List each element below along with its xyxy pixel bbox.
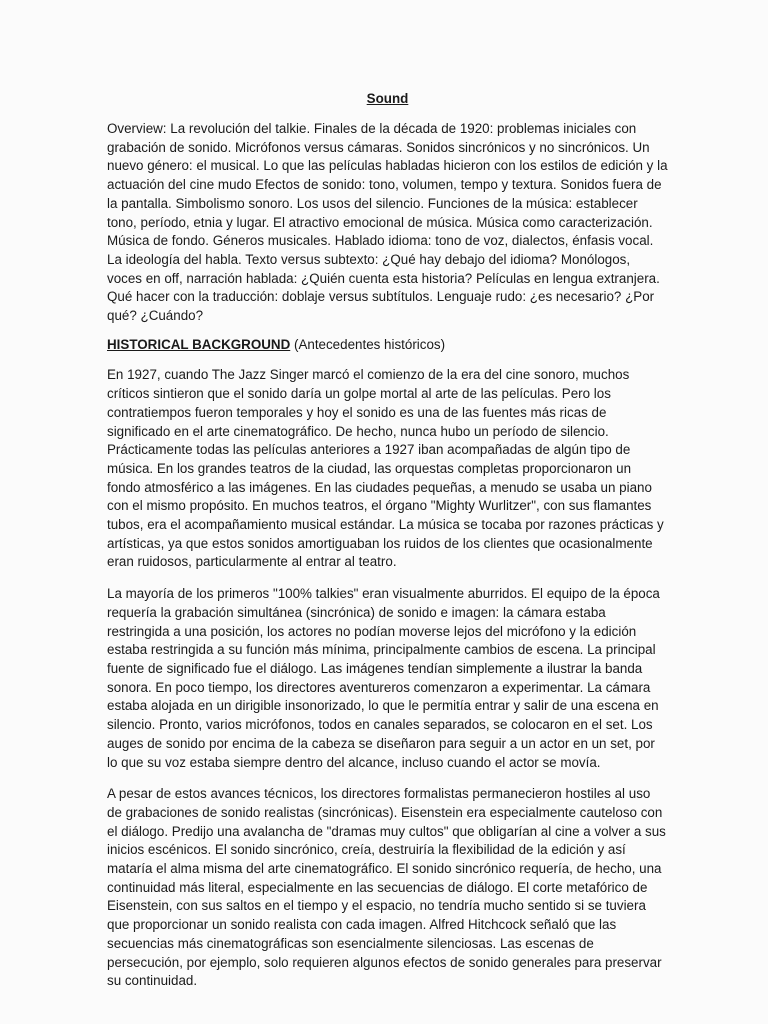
body-paragraph: La mayoría de los primeros "100% talkies" eran visualmente aburridos. El equipo de la época requería la grabación simultánea (sincrónica) de sonido e imagen: la cámara estaba restringida a una posición, los actores no podían moverse lejos del micrófono y la edición estaba restringida a su función más mínima, principalmente cambios de escena. La principal fuente de significado fue el diálogo. Las imágenes tendían simplemente a ilustrar la banda sonora. En poco tiempo, los directores aventureros comenzaron a experimentar. La cámara estaba alojada en un dirigible insonorizado, lo que le permitía entrar y salir de una escena en silencio. Pronto, varios micrófonos, todos en canales separados, se colocaron en el set. Los auges de sonido por encima de la cabeza se diseñaron para seguir a un actor en un set, por lo que su voz estaba siempre dentro del alcance, incluso cuando el actor se movía. <box>107 586 660 770</box>
section-heading <box>107 336 668 355</box>
body-paragraph: A pesar de estos avances técnicos, los directores formalistas permanecieron hostiles al uso de grabaciones de sonido realistas (sincrónicas). Eisenstein era especialmente cauteloso con el diálogo. Predijo una avalancha de "dramas muy cultos" que obligarían al cine a volver a sus inicios escénicos. El sonido sincrónico, creía, destruiría la flexibilidad de la edición y así mataría el alma misma del arte cinematográfico. El sonido sincrónico requería, de hecho, una continuidad más literal, especialmente en las secuencias de diálogo. El corte metafórico de Eisenstein, con sus saltos en el tiempo y el espacio, no tendría mucho sentido si se tuviera que proporcionar un sonido realista con cada imagen. Alfred Hitchcock señaló que las secuencias más cinematográficas son esencialmente silenciosas. Las escenas de persecución, por ejemplo, solo requieren algunos efectos de sonido generales para preservar su continuidad. <box>107 786 666 989</box>
section-heading-title: HISTORICAL BACKGROUND <box>107 336 291 352</box>
document-title: Sound <box>366 91 409 106</box>
section-heading-subtitle: (Antecedentes históricos) <box>290 336 446 352</box>
overview-paragraph: Overview: La revolución del talkie. Finales de la década de 1920: problemas iniciales con grabación de sonido. Micrófonos versus cámaras. Sonidos sincrónicos y no sincrónicos. Un nuevo género: el musical. Lo que las películas habladas hicieron con los estilos de edición y la actuación del cine mudo Efectos de sonido: tono, volumen, tempo y textura. Sonidos fuera de la pantalla. Simbolismo sonoro. Los usos del silencio. Funciones de la música: establecer tono, período, etnia y lugar. El atractivo emocional de música. Música como caracterización. Música de fondo. Géneros musicales. Hablado idioma: tono de voz, dialectos, énfasis vocal. La ideología del habla. Texto versus subtexto: ¿Qué hay debajo del idioma? Monólogos, voces en off, narración hablada: ¿Quién cuenta esta historia? Películas en lengua extranjera. Qué hacer con la traducción: doblaje versus subtítulos. Lenguaje rudo: ¿es necesario? ¿Por qué? ¿Cuándo? <box>107 121 668 324</box>
body-paragraph: En 1927, cuando The Jazz Singer marcó el comienzo de la era del cine sonoro, muchos críticos sintieron que el sonido daría un golpe mortal al arte de las películas. Pero los contratiempos fueron temporales y hoy el sonido es una de las fuentes más ricas de significado en el arte cinematográfico. De hecho, nunca hubo un período de silencio. Prácticamente todas las películas anteriores a 1927 iban acompañadas de algún tipo de música. En los grandes teatros de la ciudad, las orquestas completas proporcionaron un fondo atmosférico a las imágenes. En las ciudades pequeñas, a menudo se usaba un piano con el mismo propósito. En muchos teatros, el órgano "Mighty Wurlitzer", con sus flamantes tubos, era el acompañamiento musical estándar. La música se tocaba por razones prácticas y artísticas, ya que estos sonidos amortiguaban los ruidos de los clientes que ocasionalmente eran ruidosos, particularmente al entrar al teatro. <box>107 367 664 570</box>
